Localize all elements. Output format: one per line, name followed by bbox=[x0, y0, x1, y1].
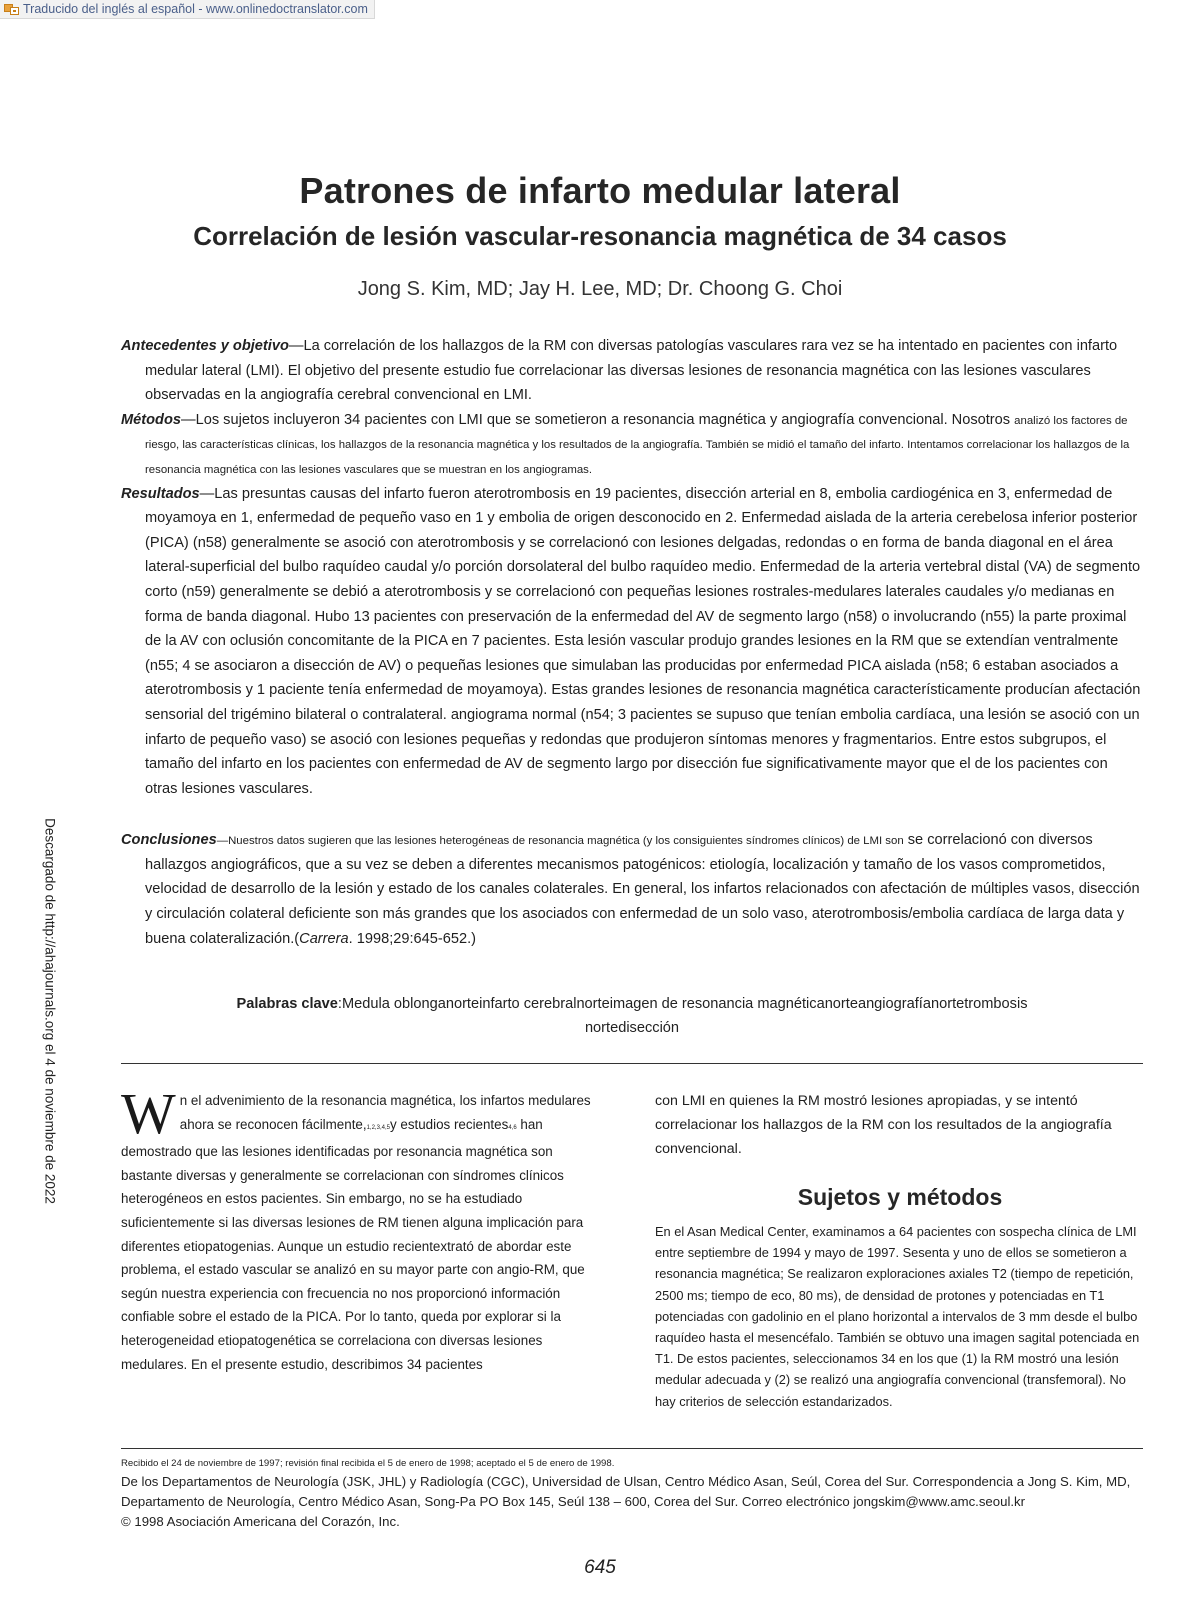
citation-journal: Carrera bbox=[299, 930, 349, 947]
results-label: Resultados bbox=[121, 485, 200, 502]
keywords-text: :Medula oblonganorteinfarto cerebralnorteimagen de resonancia magnéticanorteangiografíanortetrombosis bbox=[337, 996, 1028, 1012]
author-list: Jong S. Kim, MD; Jay H. Lee, MD; Dr. Choong G. Choi bbox=[357, 278, 843, 300]
conclusions-label: Conclusiones bbox=[121, 832, 217, 849]
abstract-results bbox=[121, 482, 1143, 802]
reference-superscript: 1,2,3,4,5 bbox=[366, 1124, 390, 1131]
keywords-label: Palabras clave bbox=[236, 996, 338, 1012]
keywords bbox=[121, 992, 1143, 1040]
banner-text[interactable]: Traducido del inglés al español - www.onlinedoctranslator.com bbox=[23, 2, 368, 16]
download-note-text: Descargado de http://ahajournals.org el 4 de noviembre de 2022 bbox=[42, 818, 58, 1204]
background-text: —La correlación de los hallazgos de la RM con diversas patologías vasculares rara vez se ha intentado en pacientes con infarto medular lateral (LMI). El objetivo del presente estudio fue correlacionar las diversas lesiones de resonancia magnética con las lesiones vasculares observadas en la angiografía cerebral convencional en LMI. bbox=[145, 338, 1118, 404]
intro-continued: con LMI en quienes la RM mostró lesiones apropiadas, y se intentó correlacionar los hallazgos de la RM con los resultados de la angiografía convencional. bbox=[655, 1093, 1112, 1157]
methods-label: Métodos bbox=[121, 411, 181, 428]
methods-section bbox=[655, 1221, 1147, 1412]
footnotes bbox=[121, 1456, 1151, 1532]
divider bbox=[121, 1063, 1143, 1064]
intro-paragraph bbox=[121, 1081, 607, 1376]
abstract-background bbox=[121, 334, 1143, 408]
conclusions-text-first: —Nuestros datos sugieren que las lesiones heterogéneas de resonancia magnética (y los consiguientes síndromes clínicos) de LMI son bbox=[216, 835, 904, 848]
paper-title: Patrones de infarto medular lateral bbox=[299, 170, 901, 211]
abstract bbox=[121, 334, 1143, 951]
footnote-divider bbox=[121, 1448, 1143, 1449]
results-text: —Las presuntas causas del infarto fueron aterotrombosis en 19 pacientes, disección arterial en 8, embolia cardiogénica en 3, enfermedad de moyamoya en 1, enfermedad de pequeño vaso en 1 y embolia de origen desconocido en 2. Enfermedad aislada de la arteria cerebelosa inferior posterior (PICA) (n58) generalmente se asoció con aterotrombosis y se correlacionó con lesiones delgadas, redondas o en forma de banda diagonal en el área lateral-superficial del bulbo raquídeo caudal y/o porción dorsolateral del bulbo raquídeo medio. Enfermedad de la arteria vertebral distal (VA) de segmento corto (n59) generalmente se debió a aterotrombosis y se correlacionó con pequeñas lesiones rostrales-medulares laterales caudales y/o medianas en forma de banda diagonal. Hubo 13 pacientes con preservación de la enfermedad del AV de segmento largo (n58) o involucrando (n55) la parte proximal de la AV con oclusión concomitante de la PICA en 7 pacientes. Esta lesión vascular produjo grandes lesiones en la RM que se extendían ventralmente (n55; 4 se asociaron a disección de AV) o pequeñas lesiones que simulaban las producidas por enfermedad PICA aislada (n58; 6 estaban asociados a aterotrombosis y 1 paciente tenía enfermedad de moyamoya). Estas grandes lesiones de resonancia magnética característicamente producían afectación sensorial del trigémino bilateral o contralateral. angiograma normal (n54; 3 pacientes se supuso que tenían embolia cardíaca, una lesión se asoció con un infarto de pequeño vaso) se asoció con lesiones pequeñas y redondas que produjeron síntomas menores y fragmentarios. Entre estos subgrupos, el tamaño del infarto en los pacientes con enfermedad de AV de segmento largo por disección fue significativamente mayor que el de los pacientes con otras lesiones vasculares. bbox=[145, 485, 1141, 797]
conclusions-text: se correlacionó con diversos hallazgos angiográficos, que a su vez se deben a diferentes mecanismos patogénicos: etiología, localización y tamaño de los vasos comprometidos, velocidad de desarrollo de la lesión y estado de los canales colaterales. En general, los infartos relacionados con afectación de múltiples vasos, disección y circulación colateral deficiente son más grandes que los asociados con enfermedad de un solo vaso, aterotrombosis/embolia cardíaca de larga data y buena colateralización. bbox=[145, 832, 1140, 947]
methods-paragraph: En el Asan Medical Center, examinamos a 64 pacientes con sospecha clínica de LMI entre septiembre de 1994 y mayo de 1997. Sesenta y uno de ellos se sometieron a resonancia magnética; Se realizaron exploraciones axiales T2 (tiempo de repetición, 2500 ms; tiempo de eco, 80 ms), de densidad de protones y potenciadas en T1 potenciadas con gadolinio en el plano horizontal a intervalos de 3 mm desde el bulbo raquídeo hasta el mesencéfalo. También se obtuvo una imagen sagital potenciada en T1. De estos pacientes, seleccionamos 34 en los que (1) la RM mostró una lesión medular adecuada y (2) se realizó una angiografía convencional (transfemoral). No hay criterios de selección estandarizados. bbox=[655, 1224, 1140, 1409]
section-heading: Sujetos y métodos bbox=[797, 1184, 1003, 1210]
received-note: Recibido el 24 de noviembre de 1997; revisión final recibida el 5 de enero de 1998; aceptado el 5 de enero de 1998. bbox=[121, 1458, 615, 1469]
body-right-column bbox=[655, 1089, 1145, 1161]
methods-text-continued: analizó los factores de riesgo, las características clínicas, los hallazgos de la resonancia magnética y los resultados de la angiografía. También se midió el tamaño del infarto. Intentamos correlacionar los hallazgos de la resonancia magnética con las lesiones vasculares que se muestran en los angiogramas. bbox=[145, 414, 1130, 476]
copyright-note: © 1998 Asociación Americana del Corazón, Inc. bbox=[121, 1514, 400, 1529]
intro-text-b: y estudios recientes bbox=[389, 1116, 509, 1132]
citation-open: ( bbox=[294, 930, 300, 947]
keywords-text-continued: nortedisección bbox=[584, 1020, 680, 1036]
intro-text-a: n el advenimiento de la resonancia magnética, los infartos medulares ahora se reconocen fácilmente, bbox=[179, 1093, 591, 1132]
methods-text: —Los sujetos incluyeron 34 pacientes con LMI que se sometieron a resonancia magnética y angiografía convencional. Nosotros bbox=[181, 411, 1011, 428]
abstract-conclusions bbox=[121, 828, 1143, 951]
body-left-column bbox=[121, 1081, 607, 1376]
citation-rest: . 1998;29:645-652.) bbox=[348, 930, 477, 947]
background-label: Antecedentes y objetivo bbox=[121, 338, 289, 354]
affiliation-note: De los Departamentos de Neurología (JSK, JHL) y Radiología (CGC), Universidad de Ulsan, Centro Médico Asan, Seúl, Corea del Sur. Correspondencia a Jong S. Kim, MD, Departamento de Neurología, Centro Médico Asan, Song-Pa PO Box 145, Seúl 138 – 600, Corea del Sur. Correo electrónico jongskim@www.amc.seoul.kr bbox=[121, 1474, 1131, 1509]
intro-text-c: han demostrado que las lesiones identificadas por resonancia magnética son bastante diversas y generalmente se correlacionan con síndromes clínicos heterogéneos en estos pacientes. Sin embargo, no se ha estudiado suficientemente si las diversas lesiones de RM tienen alguna implicación para diferentes etiopatogenias. Aunque un estudio recientextrató de abordar este problema, el estado vascular se analizó en su mayor parte con angio-RM, que según nuestra experiencia con frecuencia no nos proporcionó información confiable sobre el estado de la PICA. Por lo tanto, queda por explorar si la heterogeneidad etiopatogenética se correlaciona con diversas lesiones medulares. En el presente estudio, describimos 34 pacientes bbox=[121, 1116, 585, 1372]
reference-superscript: 4,6 bbox=[508, 1124, 517, 1131]
drop-cap: W bbox=[121, 1081, 176, 1146]
translator-banner[interactable] bbox=[0, 0, 375, 19]
paper-subtitle: Correlación de lesión vascular-resonancia magnética de 34 casos bbox=[193, 221, 1007, 251]
page-number: 645 bbox=[584, 1557, 616, 1578]
translate-icon bbox=[4, 4, 19, 15]
abstract-methods bbox=[121, 408, 1143, 482]
